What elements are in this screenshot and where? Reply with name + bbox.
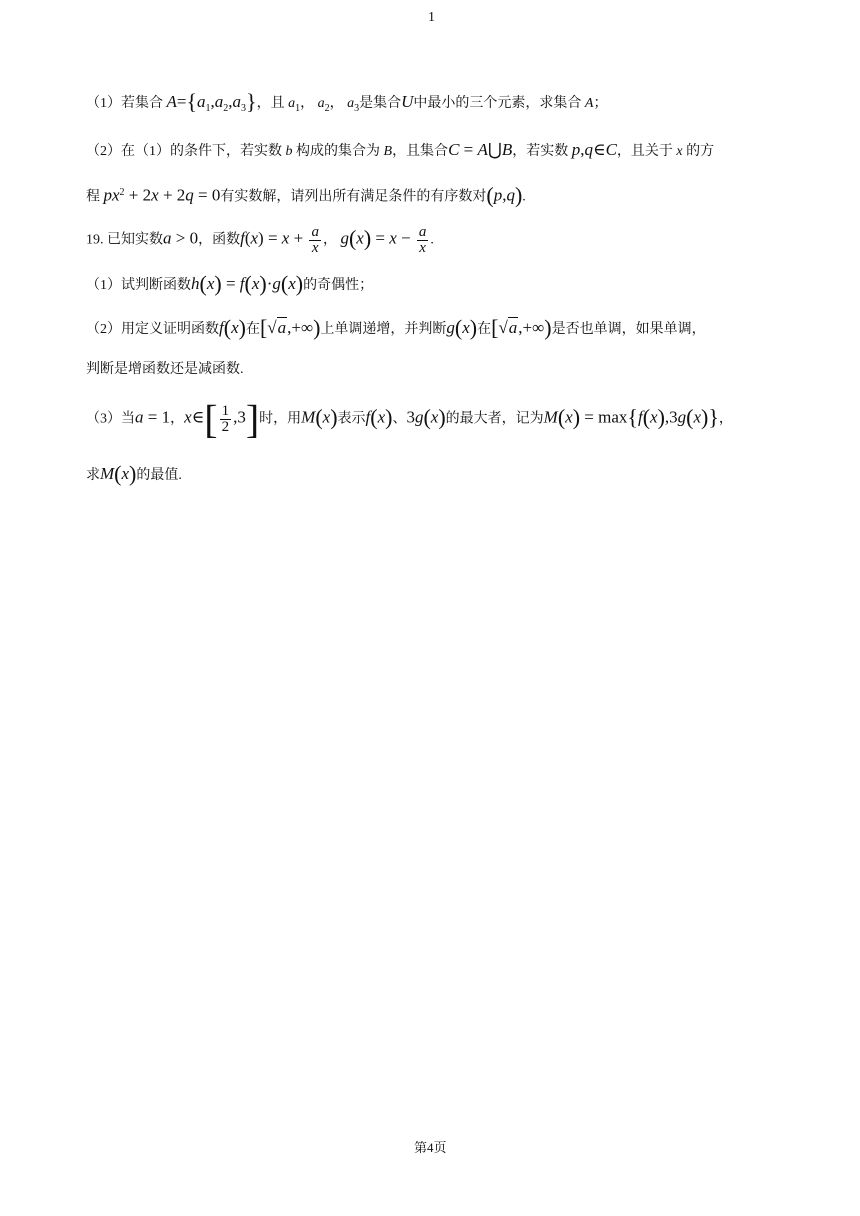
q19-part3-line2: 求M(x)的最值.	[86, 461, 182, 486]
page-number: 1	[428, 10, 435, 25]
q19-stem: 19. 已知实数a > 0，函数f(x) = x + $\frac{a}{x}$ ， g(x) = x − $\frac{a}{x}$ .	[86, 224, 434, 256]
q18-part2-line2: 程 $px^2 + 2x + 2q = 0$有实数解，请列出所有满足条件的有序数对(p,q).	[86, 182, 526, 208]
page-footer: 第4页	[414, 1140, 447, 1155]
q18-part2-line1: （2）在（1）的条件下，若实数 b 构成的集合为 B，且集合C = A⋃B，若实数 p,q∈C，且关于 x 的方	[86, 140, 715, 159]
q19-part3-line1: （3）当a = 1，x∈[ $\frac{1}{2}$ ,3]时，用M(x)表示f(x)、3g(x)的最大者，记为M(x) = max{f(x),3g(x)}，	[86, 396, 733, 442]
q19-part2-line2: 判断是增函数还是减函数.	[86, 362, 244, 377]
q18-part1-label: （1）	[86, 96, 121, 111]
q19-part2-line1: （2）用定义证明函数f(x)在[√a,+∞)上单调递增，并判断g(x)在[√a,+∞)是否也单调，如果单调，	[86, 315, 706, 340]
q19-number: 19.	[86, 232, 104, 248]
q18-part1: （1）若集合 $A=\{a_1,a_2,a_3\}$，且 $a_1$， $a_2$， $a_3$是集合U中最小的三个元素，求集合 A；	[86, 89, 608, 114]
q19-part1: （1）试判断函数h(x) = f(x)·g(x)的奇偶性；	[86, 271, 374, 296]
